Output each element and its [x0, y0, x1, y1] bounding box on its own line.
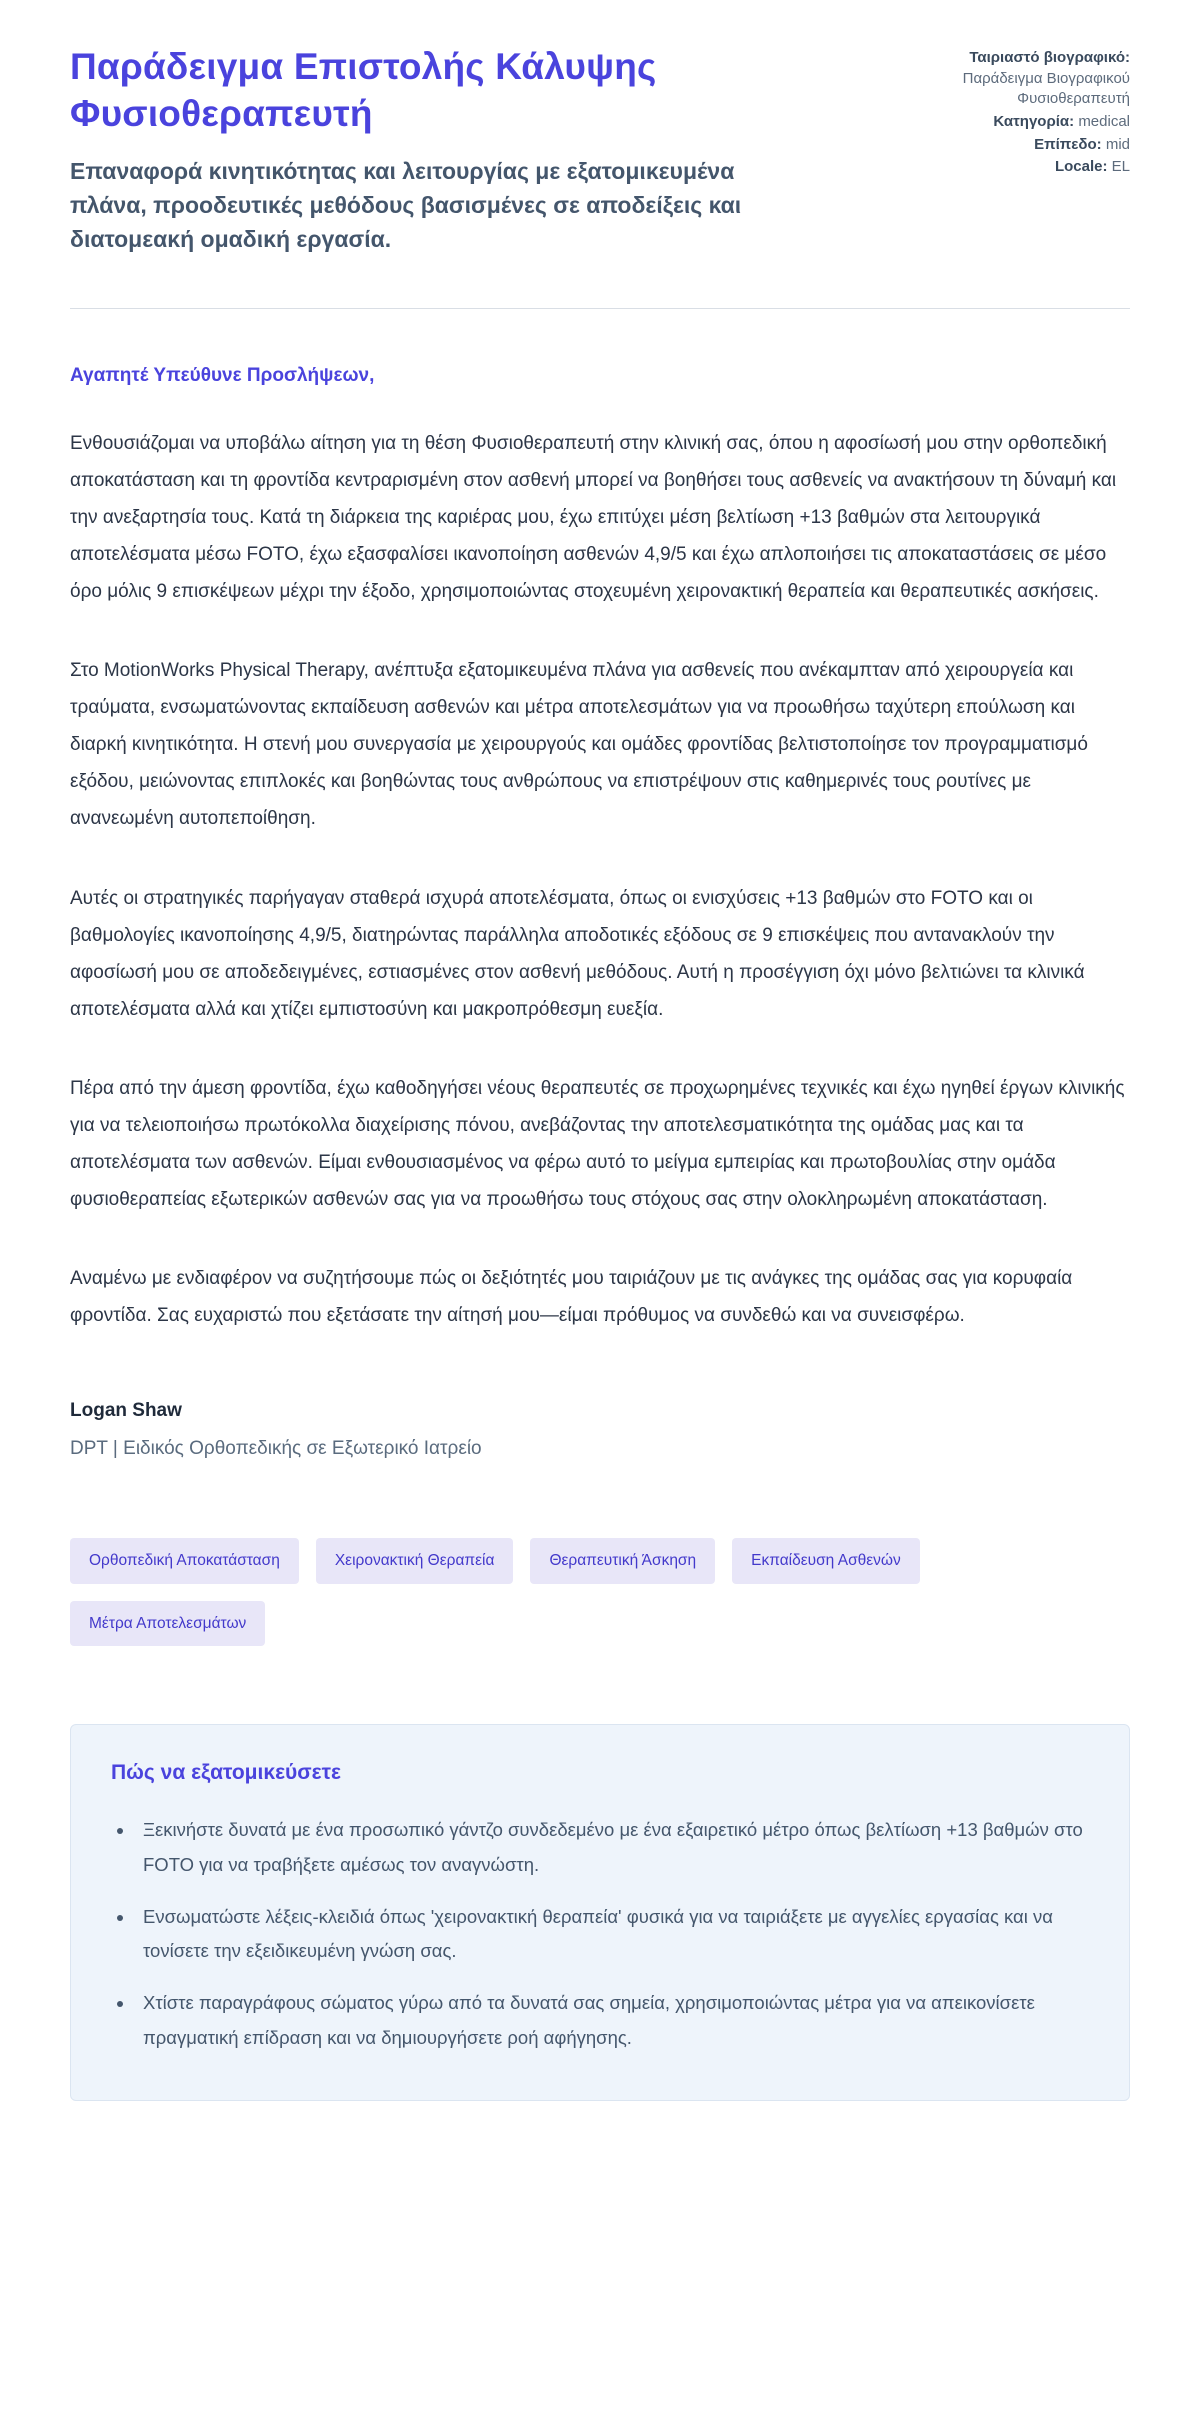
signature-block	[70, 1400, 1130, 1460]
letter-paragraph: Ενθουσιάζομαι να υποβάλω αίτηση για τη θέση Φυσιοθεραπευτή στην κλινική σας, όπου η αφοσίωσή μου στην ορθοπεδική αποκατάσταση και τη φροντίδα κεντραρισμένη στον ασθενή μπορεί να βοηθήσει τους ασθενείς να ανακτήσουν τη δύναμή και την ανεξαρτησία τους. Κατά τη διάρκεια της καριέρας μου, έχω επιτύχει μέση βελτίωση +13 βαθμών στα λειτουργικά αποτελέσματα μέσω FOTO, έχω εξασφαλίσει ικανοποίηση ασθενών 4,9/5 και έχω απλοποιήσει τις αποκαταστάσεις σε μέσο όρο μόλις 9 επισκέψεων μέχρι την έξοδο, χρησιμοποιώντας στοχευμένη χειρονακτική θεραπεία και θεραπευτικές ασκήσεις.	[70, 433, 1117, 603]
meta-category	[915, 112, 1130, 133]
skill-tag: Θεραπευτική Άσκηση	[530, 1538, 715, 1584]
matching-resume-label: Ταιριαστό βιογραφικό:	[969, 49, 1130, 66]
page-subtitle: Επαναφορά κινητικότητας και λειτουργίας με εξατομικευμένα πλάνα, προοδευτικές μεθόδους βασισμένες σε αποδείξεις και διατομεακή ομαδική εργασία.	[70, 157, 742, 253]
skill-tag: Χειρονακτική Θεραπεία	[316, 1538, 514, 1584]
header-title-block	[70, 44, 850, 256]
level-label: Επίπεδο:	[1034, 135, 1102, 153]
letter-paragraph: Πέρα από την άμεση φροντίδα, έχω καθοδηγήσει νέους θεραπευτές σε προχωρημένες τεχνικές και έχω ηγηθεί έργων κλινικής για να τελειοποιήσω πρωτόκολλα διαχείρισης πόνου, ανεβάζοντας την αποτελεσματικότητα της ομάδας μας και τα αποτελέσματα των ασθενών. Είμαι ενθουσιασμένος να φέρω αυτό το μείγμα εμπειρίας και πρωτοβουλίας στην ομάδα φυσιοθεραπείας εξωτερικών ασθενών σας για να προωθήσω τους στόχους σας στην ολοκληρωμένη αποκατάσταση.	[70, 1077, 1125, 1210]
locale-value: EL	[1111, 158, 1130, 176]
meta-locale	[915, 157, 1130, 178]
category-value: medical	[1078, 113, 1130, 131]
tips-heading: Πώς να εξατομικεύσετε	[111, 1761, 341, 1784]
signature-name: Logan Shaw	[70, 1400, 182, 1421]
tips-list	[111, 1813, 1089, 2056]
letter-body	[70, 365, 1130, 1460]
tip-item: • Χτίστε παραγράφους σώματος γύρω από τα δυνατά σας σημεία, χρησιμοποιώντας μέτρα για να απεικονίσετε πραγματική επίδραση και να δημιουργήσετε ροή αφήγησης.	[135, 1986, 1089, 2056]
meta-matching-resume	[915, 48, 1130, 110]
tip-item: • Ξεκινήστε δυνατά με ένα προσωπικό γάντζο συνδεδεμένο με ένα εξαιρετικό μέτρο όπως βελτίωση +13 βαθμών στο FOTO για να τραβήξετε αμέσως τον αναγνώστη.	[135, 1813, 1089, 1883]
letter-paragraph: Στο MotionWorks Physical Therapy, ανέπτυξα εξατομικευμένα πλάνα για ασθενείς που ανέκαμπταν από χειρουργεία και τραύματα, ενσωματώνοντας εκπαίδευση ασθενών και μέτρα αποτελεσμάτων για να προωθήσω ταχύτερη επούλωση και διαρκή κινητικότητα. Η στενή μου συνεργασία με χειρουργούς και ομάδες φροντίδας βελτιστοποίησε τον προγραμματισμό εξόδου, μειώνοντας επιπλοκές και βοηθώντας τους ανθρώπους να επιστρέψουν στις καθημερινές τους ρουτίνες με ανανεωμένη αυτοπεποίθηση.	[70, 660, 1088, 830]
skill-tag: Ορθοπεδική Αποκατάσταση	[70, 1538, 299, 1584]
locale-label: Locale:	[1054, 158, 1108, 176]
letter-greeting: Αγαπητέ Υπεύθυνε Προσλήψεων,	[70, 365, 375, 387]
customization-tips-box	[70, 1724, 1130, 2101]
meta-panel	[915, 44, 1130, 180]
signature-title: DPT | Ειδικός Ορθοπεδικής σε Εξωτερικό Ιατρείο	[70, 1438, 482, 1459]
category-label: Κατηγορία:	[993, 113, 1075, 131]
letter-paragraph: Αναμένω με ενδιαφέρον να συζητήσουμε πώς οι δεξιότητές μου ταιριάζουν με τις ανάγκες της ομάδας σας για κορυφαία φροντίδα. Σας ευχαριστώ που εξετάσατε την αίτησή μου—είμαι πρόθυμος να συνδεθώ και να συνεισφέρω.	[70, 1267, 1073, 1326]
tip-item: • Ενσωματώστε λέξεις-κλειδιά όπως 'χειρονακτική θεραπεία' φυσικά για να ταιριάξετε με αγγελίες εργασίας και να τονίσετε την εξειδικευμένη γνώση σας.	[135, 1900, 1089, 1970]
header-divider	[70, 308, 1130, 309]
letter-paragraph: Αυτές οι στρατηγικές παρήγαγαν σταθερά ισχυρά αποτελέσματα, όπως οι ενισχύσεις +13 βαθμών στο FOTO και οι βαθμολογίες ικανοποίησης 4,9/5, διατηρώντας παράλληλα αποδοτικές εξόδους σε 9 επισκέψεις που αντανακλούν την αφοσίωσή μου σε αποδεδειγμένες, εστιασμένες στον ασθενή μεθόδους. Αυτή η προσέγγιση όχι μόνο βελτιώνει τα κλινικά αποτελέσματα αλλά και χτίζει εμπιστοσύνη και μακροπρόθεσμη ευεξία.	[70, 887, 1085, 1020]
skill-tags	[70, 1538, 1130, 1646]
page-header	[70, 44, 1130, 256]
page-title: Παράδειγμα Επιστολής Κάλυψης Φυσιοθεραπευτή	[70, 46, 657, 134]
meta-level	[915, 135, 1130, 156]
skill-tag: Μέτρα Αποτελεσμάτων	[70, 1601, 265, 1647]
skill-tag: Εκπαίδευση Ασθενών	[732, 1538, 920, 1584]
matching-resume-link[interactable]: Παράδειγμα Βιογραφικού Φυσιοθεραπευτή	[962, 69, 1130, 108]
level-value: mid	[1105, 135, 1130, 153]
